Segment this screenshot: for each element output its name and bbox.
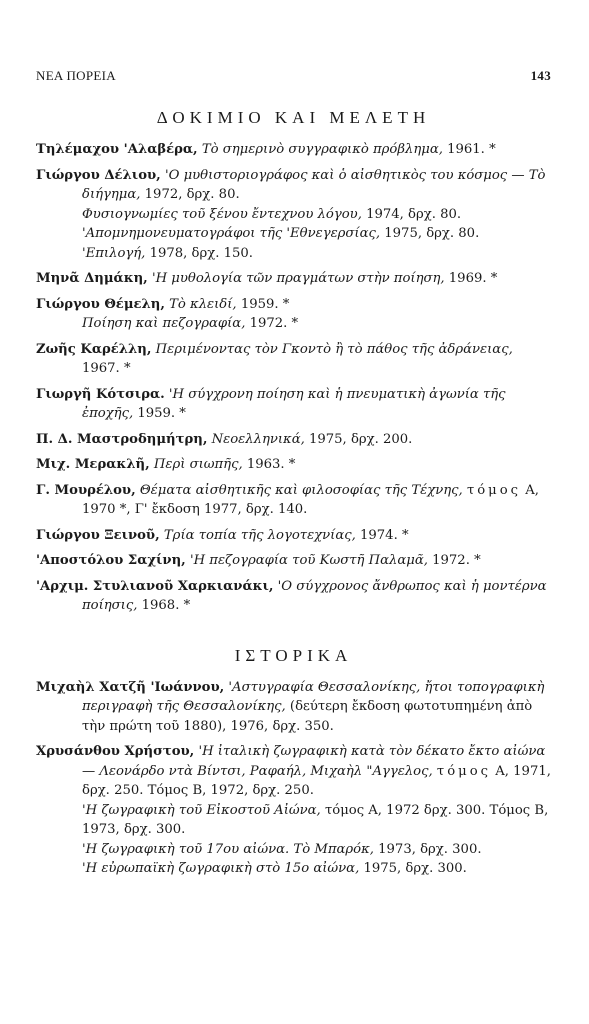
entry-info: 1959. * [240, 296, 290, 312]
catalogue-entry [36, 526, 551, 546]
entry-info: 1967. * [82, 361, 131, 376]
catalogue-entry [36, 340, 551, 379]
entry-author: Π. Δ. Μαστροδημήτρη, [36, 431, 208, 447]
entry-info: 1975, δρχ. 80. [384, 226, 480, 241]
catalogue-entry [36, 269, 551, 289]
entry-info: 1978, δρχ. 150. [149, 245, 253, 261]
entry-info: τόμος Α, 1972 δρχ. 300. Τόμος Β, 1973, δρχ. 300. [82, 802, 549, 837]
entry-title: Τὸ σημερινὸ συγγραφικὸ πρόβλημα, [201, 142, 443, 157]
catalogue-entry [36, 455, 551, 475]
entry-additional-title [82, 224, 551, 244]
entry-title: Ποίηση καὶ πεζογραφία, [82, 316, 246, 331]
entry-additional-title [82, 244, 551, 264]
entry-author: Μιχ. Μερακλῆ, [36, 457, 150, 472]
entry-additional-title [82, 859, 551, 879]
entry-title: Περὶ σιωπῆς, [153, 457, 243, 472]
catalogue-entry [36, 577, 551, 616]
section-title: ΔΟΚΙΜΙΟ ΚΑΙ ΜΕΛΕΤΗ [156, 108, 431, 127]
entry-title: Θέματα αἰσθητικῆς καὶ φιλοσοφίας τῆς Τέχνης, [139, 482, 463, 498]
page [36, 68, 551, 885]
entry-title: 'Αστυγραφία Θεσσαλονίκης, ἤτοι τοπογραφικὴ περιγραφὴ τῆς Θεσσαλονίκης, [82, 679, 545, 714]
entry-author: Μηνᾶ Δημάκη, [36, 271, 148, 286]
entry-title: 'Ο σύγχρονος ἄνθρωπος καὶ ἡ μοντέρνα ποίησις, [82, 578, 547, 613]
entry-title: 'Απομνημονευματογράφοι τῆς 'Εθνεγερσίας, [82, 226, 381, 241]
entry-info: Α, 1971, δρχ. 250. Τόμος Β, 1972, δρχ. 250. [82, 763, 551, 798]
entry-additional-title [82, 840, 551, 860]
entry-title: Φυσιογνωμίες τοῦ ξένου ἔντεχνου λόγου, [82, 206, 362, 222]
entry-additional-title [82, 801, 551, 840]
entry-title: Τρία τοπία τῆς λογοτεχνίας, [163, 527, 356, 543]
entry-title: 'Η ἰταλικὴ ζωγραφικὴ κατὰ τὸν δέκατο ἔκτο αἰώνα — Λεονάρδο ντὰ Βίντσι, Ραφαήλ, Μιχαὴλ "Αγγελος, [82, 744, 546, 779]
entry-author: Γιώργου Θέμελη, [36, 296, 165, 312]
entry-author: Ζωῆς Καρέλλη, [36, 341, 152, 357]
entry-additional-title [82, 314, 551, 334]
entry-info: 1969. * [448, 271, 498, 286]
catalogue-content [36, 108, 551, 879]
entry-title: 'Η σύγχρονη ποίηση καὶ ἡ πνευματικὴ ἀγωνία τῆς ἐποχῆς, [82, 386, 506, 421]
page-number: 143 [530, 68, 551, 83]
entry-title: 'Η ζωγραφικὴ τοῦ 17ου αἰώνα. Τὸ Μπαρόκ, [82, 841, 374, 857]
entry-title: 'Η μυθολογία τῶν πραγμάτων στὴν ποίηση, [151, 271, 445, 286]
entry-additional-title [82, 205, 551, 225]
entry-info: 1963. * [246, 457, 296, 472]
entry-title: Νεοελληνικά, [211, 431, 305, 447]
entry-author: Γ. Μουρέλου, [36, 482, 136, 498]
entry-info: 1972, δρχ. 80. [144, 187, 240, 202]
entry-info: 1975, δρχ. 300. [363, 861, 467, 876]
entry-title: 'Επιλογή, [82, 245, 146, 261]
entry-info: (δεύτερη ἔκδοση φωτοτυπημένη ἀπὸ τὴν πρώτη τοῦ 1880), 1976, δρχ. 350. [82, 699, 533, 734]
entry-info: 1974. * [360, 527, 409, 543]
entry-info: 1972. * [432, 553, 481, 568]
catalogue-entry [36, 385, 551, 424]
entry-info: 1975, δρχ. 200. [309, 431, 413, 447]
entry-author: 'Αρχιμ. Στυλιανοῦ Χαρκιανάκι, [36, 578, 274, 594]
catalogue-entry [36, 742, 551, 879]
entry-info: 1973, δρχ. 300. [378, 841, 482, 857]
entry-title: 'Η εὐρωπαϊκὴ ζωγραφικὴ στὸ 15ο αἰώνα, [82, 861, 360, 876]
entry-info: Α, 1970 *, Γ' ἔκδοση 1977, δρχ. 140. [82, 482, 539, 517]
catalogue-entry [36, 430, 551, 450]
entry-title: 'Ο μυθιστοριογράφος καὶ ὁ αἰσθητικὸς του κόσμος — Τὸ διήγημα, [82, 167, 546, 202]
catalogue-entry [36, 166, 551, 264]
entry-title: 'Η πεζογραφία τοῦ Κωστῆ Παλαμᾶ, [189, 553, 428, 568]
entry-info: 1961. * [447, 142, 496, 157]
entry-volume-label: τόμος [436, 763, 492, 779]
entry-title: 'Η ζωγραφικὴ τοῦ Εἰκοστοῦ Αἰώνα, [82, 802, 321, 818]
entry-info: 1974, δρχ. 80. [366, 206, 462, 222]
entry-author: Γιωργῆ Κότσιρα. [36, 386, 165, 402]
running-head [36, 68, 551, 84]
entry-info: 1972. * [249, 316, 299, 331]
entry-author: Μιχαὴλ Χατζῆ 'Ιωάννου, [36, 679, 225, 695]
entry-title: Τὸ κλειδί, [169, 296, 237, 312]
entry-volume-label: τόμος [466, 482, 522, 498]
entry-author: 'Αποστόλου Σαχίνη, [36, 553, 186, 568]
catalogue-entry [36, 481, 551, 520]
catalogue-entry [36, 295, 551, 334]
catalogue-entry [36, 551, 551, 571]
section-title: ΙΣΤΟΡΙΚΑ [234, 645, 353, 665]
entry-info: 1959. * [137, 406, 186, 421]
catalogue-entry [36, 678, 551, 737]
catalogue-entry [36, 140, 551, 160]
entry-author: Γιώργου Δέλιου, [36, 167, 161, 183]
entry-author: Γιώργου Ξεινοῦ, [36, 527, 160, 543]
entry-info: 1968. * [141, 598, 191, 613]
journal-name: ΝΕΑ ΠΟΡΕΙΑ [36, 68, 116, 83]
entry-title: Περιμένοντας τὸν Γκοντὸ ἢ τὸ πάθος τῆς ἀδράνειας, [155, 341, 513, 357]
entry-author: Τηλέμαχου 'Αλαβέρα, [36, 142, 198, 157]
entry-author: Χρυσάνθου Χρήστου, [36, 744, 195, 759]
